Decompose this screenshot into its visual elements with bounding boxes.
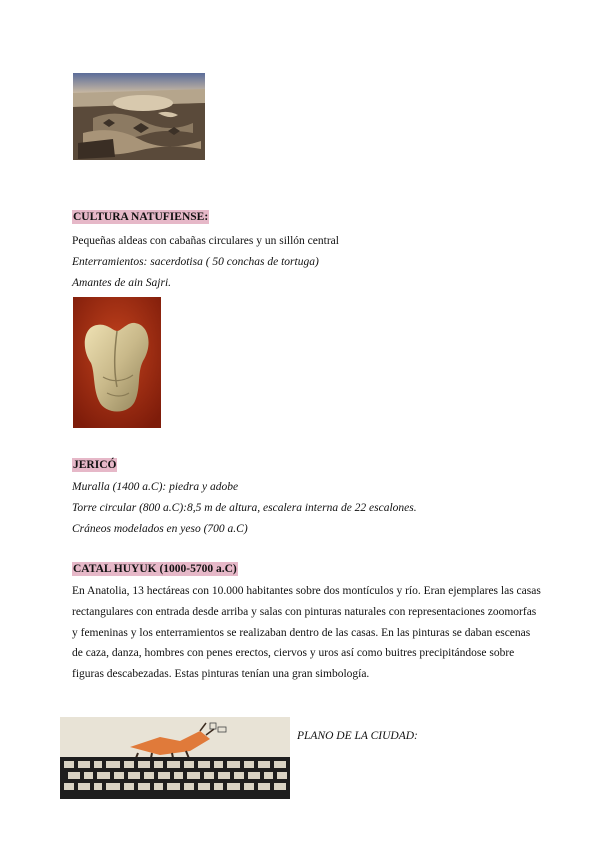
jerico-line-1: Muralla (1400 a.C): piedra y adobe bbox=[72, 481, 239, 493]
jerico-line-2: Torre circular (800 a.C):8,5 m de altura, escalera interna de 22 escalones. bbox=[72, 502, 417, 514]
jerico-line-3: Cráneos modelados en yeso (700 a.C) bbox=[72, 523, 248, 535]
plan-caption: PLANO DE LA CIUDAD: bbox=[297, 730, 418, 742]
section-heading-jerico: JERICÓ bbox=[73, 459, 117, 471]
section-heading-natufiense: CULTURA NATUFIENSE: bbox=[73, 211, 209, 223]
natufiense-line-1: Pequeñas aldeas con cabañas circulares y un sillón central bbox=[72, 235, 339, 247]
natufian-settlement-photo bbox=[73, 73, 205, 160]
section-heading-catal-huyuk: CATAL HUYUK (1000-5700 a.C) bbox=[73, 563, 237, 575]
natufiense-line-2: Enterramientos: sacerdotisa ( 50 conchas de tortuga) bbox=[72, 256, 319, 268]
natufiense-line-3: Amantes de ain Sajri. bbox=[72, 277, 172, 289]
catal-huyuk-plan-drawing bbox=[60, 717, 290, 799]
ain-sakhri-lovers-photo bbox=[73, 297, 161, 428]
catal-huyuk-paragraph: En Anatolia, 13 hectáreas con 10.000 habitantes sobre dos montículos y río. Eran ejemplares las casas rectangulares con entrada desde arriba y salas con pinturas naturales con representaciones zoomorfas y femeninas y los enterramientos se realizaban dentro de las casas. En las pinturas se daban escenas de caza, danza, hombres con penes erectos, ciervos y uros así como buitres precipitándose sobre figuras descabezadas. Estas pinturas tenían una gran simbología. bbox=[72, 585, 541, 681]
